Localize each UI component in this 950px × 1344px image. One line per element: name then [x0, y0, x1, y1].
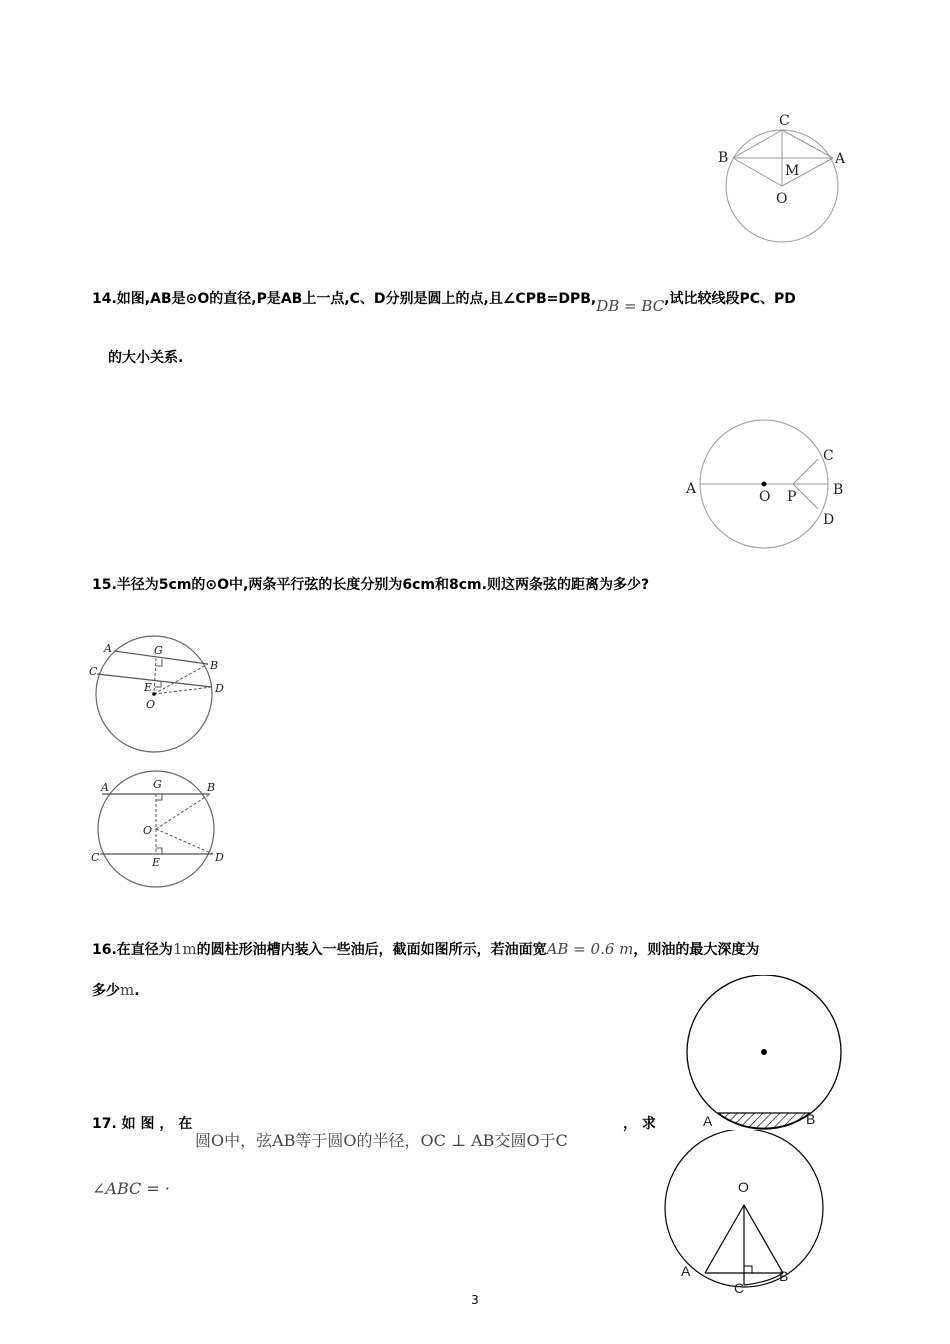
label-d: D	[215, 682, 224, 695]
q16-text-1: 16.在直径为	[92, 942, 173, 958]
label-d: D	[823, 512, 835, 528]
label-o: O	[738, 1179, 749, 1195]
label-e: E	[152, 856, 161, 869]
q17-text-1: 17. 如 图 ， 在	[92, 1116, 193, 1132]
question-14-line2: 的大小关系.	[108, 350, 184, 366]
q14-arc-equation: DB = BC	[596, 297, 665, 315]
q17-math-condition: 圆O中，弦AB等于圆O的半径，OC ⊥ AB交圆O于C	[195, 1131, 568, 1150]
label-o: O	[143, 824, 153, 837]
question-14	[92, 288, 796, 315]
label-m: M	[785, 163, 800, 179]
q16-math-diameter: 1m	[172, 940, 197, 958]
label-a: A	[681, 1263, 691, 1279]
question-17	[92, 1113, 192, 1133]
label-b: B	[210, 659, 219, 672]
label-b: B	[207, 781, 216, 794]
q17-text-2: ， 求	[623, 1116, 656, 1132]
q16-text-5: .	[134, 983, 140, 999]
q17-math-angle: ∠ABC = ·	[92, 1179, 170, 1198]
label-a: A	[101, 781, 109, 794]
question-16-line2	[92, 980, 140, 1000]
label-b: B	[833, 482, 844, 498]
label-c: C	[734, 1280, 745, 1296]
label-o: O	[759, 489, 771, 505]
label-c: C	[89, 665, 98, 678]
q16-text-4: 多少	[92, 983, 120, 999]
figure-q17-circle	[660, 1130, 830, 1300]
label-c: C	[91, 851, 100, 864]
label-o: O	[146, 698, 156, 711]
label-a: A	[835, 151, 846, 167]
label-g: G	[154, 644, 163, 657]
figure-q16-oil-tank	[680, 975, 850, 1135]
question-16	[92, 939, 759, 959]
q16-text-3: ，则油的最大深度为	[633, 942, 760, 958]
figure-q15-b	[85, 766, 235, 894]
question-15: 15.半径为5cm的⊙O中,两条平行弦的长度分别为6cm和8cm.则这两条弦的距离为多少?	[92, 577, 650, 593]
q14-text-2: ,试比较线段PC、PD	[664, 291, 796, 307]
figure-q13-circle	[715, 110, 865, 250]
q16-math-ab: AB = 0.6 m	[546, 940, 634, 958]
q14-text-1: 14.如图,AB是⊙O的直径,P是AB上一点,C、D分别是圆上的点,且∠CPB=DPB,	[92, 291, 597, 307]
label-a: A	[686, 481, 697, 497]
label-c: C	[779, 113, 790, 129]
label-o: O	[776, 191, 788, 207]
label-b: B	[718, 150, 729, 166]
q16-math-unit: m	[120, 981, 135, 999]
figure-q15-a	[85, 632, 235, 758]
label-d: D	[215, 851, 224, 864]
label-a: A	[703, 1113, 713, 1129]
page-number: 3	[471, 1293, 479, 1307]
label-a: A	[104, 642, 112, 655]
label-b: B	[806, 1111, 816, 1127]
q16-text-2: 的圆柱形油槽内装入一些油后，截面如图所示，若油面宽	[196, 942, 547, 958]
label-g: G	[153, 778, 162, 791]
label-p: P	[787, 489, 797, 505]
label-b: B	[779, 1268, 789, 1284]
label-e: E	[144, 681, 153, 694]
label-c: C	[823, 448, 834, 464]
figure-q14-circle	[680, 415, 850, 555]
